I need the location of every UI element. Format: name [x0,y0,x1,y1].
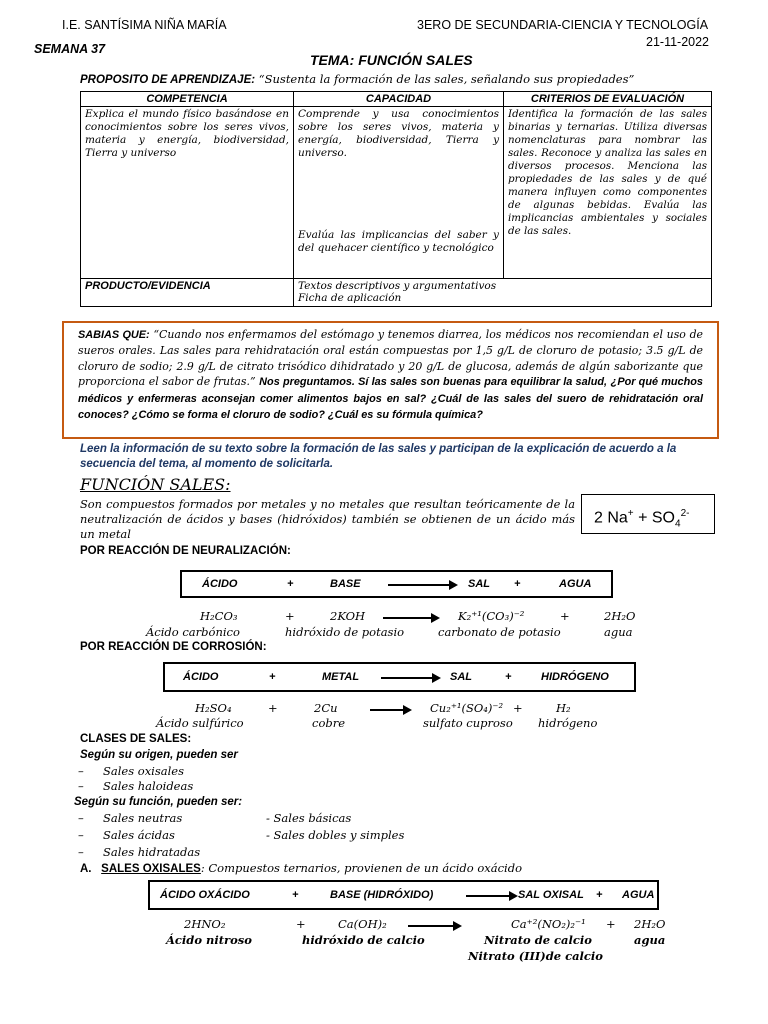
eq-name: hidrógeno [538,716,598,730]
capacidad-cell [294,107,504,279]
list-item: - Sales básicas [266,811,352,825]
eq-name-alt: Nitrato (III)de calcio [468,949,603,963]
term: + [505,671,512,683]
eq-name: hidróxido de potasio [285,625,405,639]
capacidad-2: Evalúa las implicancias del saber y del quehacer científico y tecnológico [298,229,499,254]
sabias-bold: Nos preguntamos. Sí las sales son buenas para equilibrar la salud, [259,376,608,389]
grade-label: 3ERO DE SECUNDARIA-CIENCIA Y TECNOLOGÍA [417,18,709,32]
neutral-heading: POR REACCIÓN DE NEURALIZACIÓN: [80,545,291,557]
eq-term: + [606,917,616,931]
eq-term: + [285,609,295,623]
reaction-arrow [383,617,438,619]
bullet-dash: – [78,764,84,778]
eq-term: Cu₂⁺¹(SO₄)⁻² [430,701,504,715]
term: + [514,578,521,590]
eq-term: Ca(OH)₂ [338,917,387,931]
table-header: CAPACIDAD [294,92,504,107]
origen-heading: Según su origen, pueden ser [80,749,238,761]
reaction-arrow [388,584,456,586]
eq-name: sulfato cuproso [423,716,513,730]
eq-term: + [513,701,523,715]
eq-term: + [560,609,570,623]
page-title: TEMA: FUNCIÓN SALES [310,52,473,68]
term: ÁCIDO OXÁCIDO [160,889,250,901]
list-item: - Sales dobles y simples [266,828,405,842]
neutral-general-box [180,570,613,598]
eq-name: Ácido sulfúrico [156,716,244,730]
eq-term: + [296,917,306,931]
term: AGUA [622,889,655,901]
sabias-label: SABIAS QUE: [78,329,150,341]
reaction-arrow [408,925,460,927]
bullet-dash: – [78,828,84,842]
eq-name: Ácido carbónico [146,625,240,639]
funcion-title: FUNCIÓN SALES: [80,475,231,494]
eq-term: 2H₂O [604,609,636,623]
capacidad-1: Comprende y usa conocimientos sobre los seres vivos, materia y energía, biodiversidad, Tierra y universo. [298,108,499,159]
term: + [287,578,294,590]
corrosion-heading: POR REACCIÓN DE CORROSIÓN: [80,641,267,653]
clases-heading: CLASES DE SALES: [80,733,192,745]
school-name: I.E. SANTÍSIMA NIÑA MARÍA [62,18,227,32]
competency-table [80,91,712,307]
table-header: COMPETENCIA [81,92,294,107]
purpose-line [80,72,634,86]
eq-name: hidróxido de calcio [302,933,425,947]
term: HIDRÓGENO [541,671,609,683]
list-item: Sales haloideas [103,779,194,793]
eq-term: H₂ [556,701,571,715]
producto-2: Ficha de aplicación [298,292,402,304]
sabias-questions: ¿Por qué muchos médicos y enfermeras aconsejan comer alimentos bajos en sal? ¿Cuál de las sales del suero de rehidratación oral conoces? ¿Cómo se forma el cloruro de sodio? ¿Cuál es su fórmula química? [78,376,703,422]
term: SAL [450,671,472,683]
section-letter: A. [80,863,92,875]
eq-name: carbonato de potasio [438,625,561,639]
producto-label: PRODUCTO/EVIDENCIA [81,279,294,307]
eq-term: 2HNO₂ [184,917,226,931]
eq-name: agua [604,625,633,639]
eq-term: Ca⁺²(NO₂)₂⁻¹ [511,917,586,931]
list-item: Sales oxisales [103,764,185,778]
criterios-cell: Identifica la formación de las sales binarias y ternarias. Utiliza diversas nomenclaturas para nombrar las sales. Reconoce y analiza las sales en diversos procesos. Menciona las propiedades de las sales y de qué manera influyen como componentes de algunas bebidas. Evalúa las implicancias ambientales y sociales de las sales. [504,107,712,279]
bullet-dash: – [78,779,84,793]
oxisales-general-box [148,880,659,910]
term: BASE [330,578,361,590]
competencia-cell: Explica el mundo físico basándose en conocimientos sobre los seres vivos, materia y energía, biodiversidad, Tierra y universo [81,107,294,279]
producto-cell [294,279,712,307]
reaction-arrow [381,677,439,679]
oxisales-line [80,861,522,875]
eq-name: Nitrato de calcio [484,933,592,947]
purpose-label: PROPOSITO DE APRENDIZAJE: [80,74,256,86]
eq-term: H₂CO₃ [200,609,238,623]
eq-term: 2KOH [330,609,366,623]
term: + [292,889,299,901]
eq-name: cobre [312,716,346,730]
bullet-dash: – [78,811,84,825]
formula-box: 2 $Na^+ + SO_4^{2-}$ [581,494,715,534]
term: ÁCIDO [202,578,238,590]
list-item: Sales hidratadas [103,845,201,859]
funcion-text: Son compuestos formados por metales y no metales que resultan teóricamente de la neutralización de ácidos y bases (hidróxidos) también se obtienen de un ácido más un metal [80,497,575,541]
oxisales-desc: : Compuestos ternarios, provienen de un ácido oxácido [200,861,522,875]
oxisales-label: SALES OXISALES [101,863,201,875]
term: SAL OXISAL [518,889,584,901]
list-item: Sales ácidas [103,828,175,842]
term: + [269,671,276,683]
instruction-text: Leen la información de su texto sobre la formación de las sales y participan de la explicación de acuerdo a la secuencia del tema, al momento de solicitarla. [80,443,677,470]
list-item: Sales neutras [103,811,183,825]
eq-term: 2H₂O [634,917,666,931]
sabias-quote: “Cuando nos enfermamos del estómago y tenemos diarrea, los médicos nos recomiendan el uso de sueros orales. Las sales para rehidratación oral están compuestas por 1,5 g/L de cloruro de potasio; 3.5 g/L de cloruro de sodio; 2.9 g/L de citrato trisódico dihidratado y 20 g/L de glucosa, además de algún saborizante que proporciona el sabor de frutas.” [78,328,703,389]
corrosion-general-box [163,662,636,692]
eq-term: K₂⁺¹(CO₃)⁻² [458,609,525,623]
eq-term: + [268,701,278,715]
eq-term: H₂SO₄ [195,701,232,715]
table-header: CRITERIOS DE EVALUACIÓN [504,92,712,107]
reaction-arrow [370,709,410,711]
bullet-dash: – [78,845,84,859]
week-label: SEMANA 37 [34,42,106,56]
funcion-heading: Según su función, pueden ser: [74,796,243,808]
term: + [596,889,603,901]
term: AGUA [559,578,592,590]
date-label: 21-11-2022 [646,35,710,49]
eq-name: Ácido nitroso [166,933,252,947]
term: BASE (HIDRÓXIDO) [330,889,434,901]
eq-term: 2Cu [314,701,338,715]
purpose-text: “Sustenta la formación de las sales, señalando sus propiedades” [258,72,635,86]
producto-1: Textos descriptivos y argumentativos [298,280,497,292]
eq-name: agua [634,933,666,947]
term: ÁCIDO [183,671,219,683]
term: SAL [468,578,490,590]
reaction-arrow [466,895,516,897]
term: METAL [322,671,360,683]
sabias-que-box [62,321,719,439]
